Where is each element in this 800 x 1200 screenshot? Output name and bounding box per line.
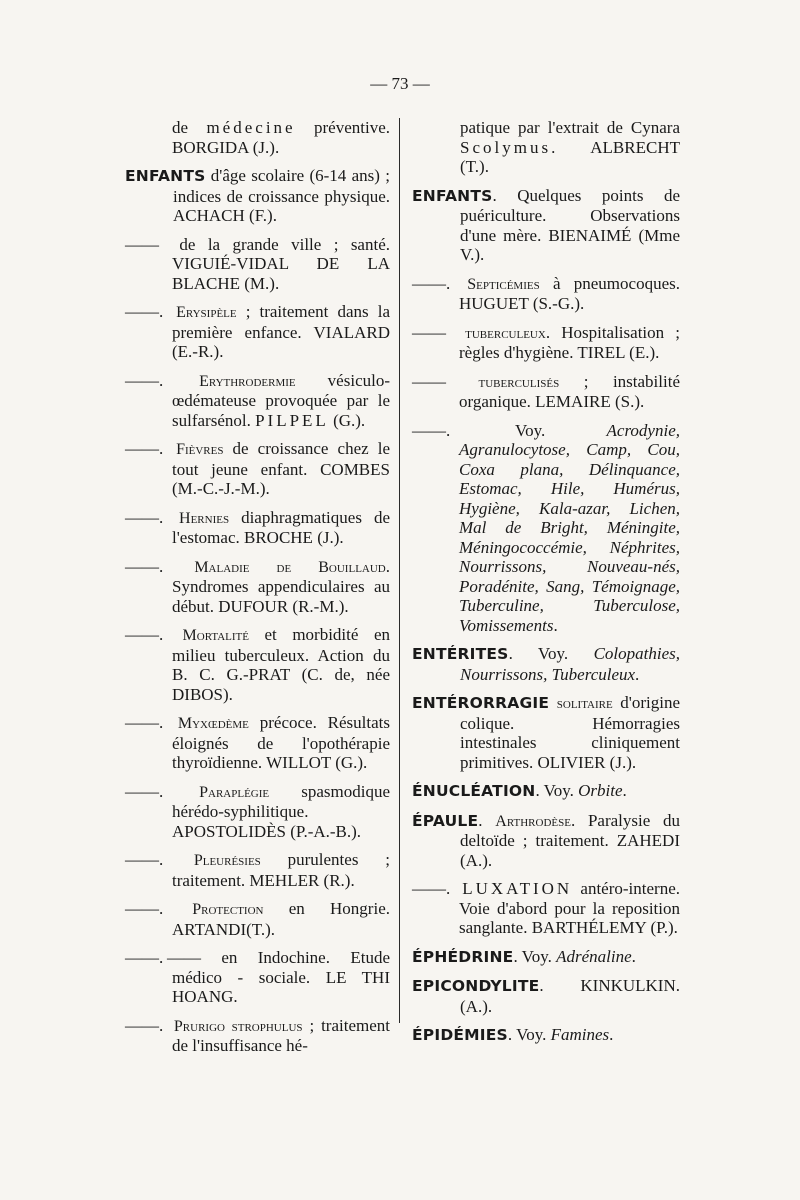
repeat-dash: ——. bbox=[125, 1015, 164, 1035]
repeat-dash: —— bbox=[125, 234, 159, 254]
index-entry: ——. Voy. Acrodynie, Agranulocytose, Camp, Cou, Coxa plana, Délinquance, Estomac, Hile, Humérus, Hygiène, Kala-azar, Lichen, Mal de Bright, Méningite, Méningococcémie, Néphrites, Nourrissons, Nouveau-nés, Poradénite, Sang, Témoignage, Tuberculine, Tuberculose, Vomissements. bbox=[412, 420, 680, 635]
index-entry: ——. Paraplégie spasmodique hérédo-syphilitique. APOSTOLIDÈS (P.-A.-B.). bbox=[125, 781, 390, 841]
entry-heading: ENFANTS bbox=[125, 167, 206, 185]
index-entry: —— tuberculeux. Hospitalisation ; règles d'hygiène. TIREL (E.). bbox=[412, 322, 680, 362]
index-entry: ——. Fièvres de croissance chez le tout jeune enfant. COMBES (M.-C.-J.-M.). bbox=[125, 439, 391, 498]
index-entry: ÉPHÉDRINE. Voy. Adrénaline. bbox=[412, 946, 636, 966]
entry-heading: ÉNUCLÉATION bbox=[412, 782, 536, 800]
repeat-dash: ——. bbox=[412, 879, 451, 898]
page-number: — 73 — bbox=[370, 74, 430, 93]
entry-heading: EPICONDYLITE bbox=[412, 977, 540, 995]
index-entry: ÉNUCLÉATION. Voy. Orbite. bbox=[412, 781, 627, 800]
index-entry: ENTÉRORRAGIE solitaire d'origine colique. Hémorragies intestinales cliniquement primitives. OLIVIER (J.). bbox=[412, 693, 681, 772]
index-entry: ——. —— en Indochine. Etude médico - sociale. LE THI HOANG. bbox=[125, 948, 390, 1006]
repeat-dash: ——. bbox=[125, 713, 164, 732]
repeat-dash: —— bbox=[412, 371, 446, 391]
repeat-dash: ——. bbox=[125, 899, 164, 918]
index-entry: ——. Pleurésies purulentes ; traitement. MEHLER (R.). bbox=[125, 850, 390, 890]
entry-heading: ÉPHÉDRINE bbox=[412, 947, 514, 966]
repeat-dash: ——. bbox=[125, 556, 164, 576]
repeat-dash: ——. bbox=[125, 439, 164, 458]
index-entry: ENTÉRITES. Voy. Colopathies, Nourrissons, Tuberculeux. bbox=[412, 644, 680, 684]
entry-heading: ENTÉRITES bbox=[412, 645, 509, 663]
repeat-dash: ——. bbox=[125, 302, 164, 321]
repeat-dash: ——. bbox=[125, 781, 164, 801]
index-entry: ——. Myxœdème précoce. Résultats éloignés de l'opothérapie thyroïdienne. WILLOT (G.). bbox=[125, 713, 390, 772]
index-entry: ENFANTS d'âge scolaire (6-14 ans) ; indices de croissance physique. ACHACH (F.). bbox=[125, 166, 390, 225]
entry-heading: ENTÉRORRAGIE bbox=[412, 694, 550, 712]
repeat-dash: ——. bbox=[125, 507, 164, 527]
index-entry: ——. Prurigo strophulus ; traitement de l'insuffisance hé- bbox=[125, 1015, 390, 1055]
repeat-dash: ——. bbox=[125, 625, 164, 644]
index-entry: ——. Hernies diaphragmatiques de l'estomac. BROCHE (J.). bbox=[125, 507, 390, 547]
left-column bbox=[125, 118, 390, 1065]
repeat-dash: ——. bbox=[412, 420, 451, 440]
index-entry: —— de la grande ville ; santé. VIGUIÉ-VIDAL DE LA BLACHE (M.). bbox=[125, 234, 390, 293]
index-entry: ——. Protection en Hongrie. ARTANDI(T.). bbox=[125, 899, 390, 939]
index-entry: ——. Erythrodermie vésiculo-œdémateuse provoquée par le sulfarsénol. PILPEL (G.). bbox=[125, 370, 390, 430]
index-entry: ——. Mortalité et morbidité en milieu tuberculeux. Action du B. C. G.-PRAT (C. de, née DIBOS). bbox=[125, 625, 390, 704]
repeat-dash: ——. bbox=[412, 273, 451, 293]
index-entry: ——. LUXATION antéro-interne. Voie d'abord pour la reposition sanglante. BARTHÉLEMY (P.). bbox=[412, 879, 680, 937]
index-entry: ——. Erysipèle ; traitement dans la première enfance. VIALARD (E.-R.). bbox=[125, 302, 391, 361]
index-entry: patique par l'extrait de Cynara Scolymus. ALBRECHT (T.). bbox=[460, 118, 680, 176]
entry-heading: ÉPAULE bbox=[412, 811, 479, 830]
right-column bbox=[412, 118, 680, 1055]
index-entry: ENFANTS. Quelques points de puériculture. Observations d'une mère. BIENAIMÉ (Mme V.). bbox=[412, 185, 680, 264]
entry-heading: ÉPIDÉMIES bbox=[412, 1026, 508, 1044]
repeat-dash: ——. bbox=[125, 370, 164, 390]
index-entry: EPICONDYLITE. KINKULKIN. (A.). bbox=[412, 976, 680, 1016]
column-divider bbox=[399, 118, 400, 1023]
index-entry: —— tuberculisés ; instabilité organique. LEMAIRE (S.). bbox=[412, 371, 680, 411]
index-entry: de médecine préventive. BORGIDA (J.). bbox=[172, 118, 390, 157]
index-entry: ——. Maladie de Bouillaud. Syndromes appendiculaires au début. DUFOUR (R.-M.). bbox=[125, 556, 390, 616]
entry-heading: ENFANTS bbox=[412, 186, 493, 205]
index-entry: ——. Septicémies à pneumocoques. HUGUET (S.-G.). bbox=[412, 273, 680, 313]
repeat-dash: ——. bbox=[125, 850, 164, 869]
index-entry: ÉPIDÉMIES. Voy. Famines. bbox=[412, 1025, 614, 1044]
index-entry: ÉPAULE. Arthrodèse. Paralysie du deltoïde ; traitement. ZAHEDI (A.). bbox=[412, 810, 680, 870]
repeat-dash: —— bbox=[412, 322, 446, 342]
repeat-dash: ——. bbox=[125, 948, 164, 967]
